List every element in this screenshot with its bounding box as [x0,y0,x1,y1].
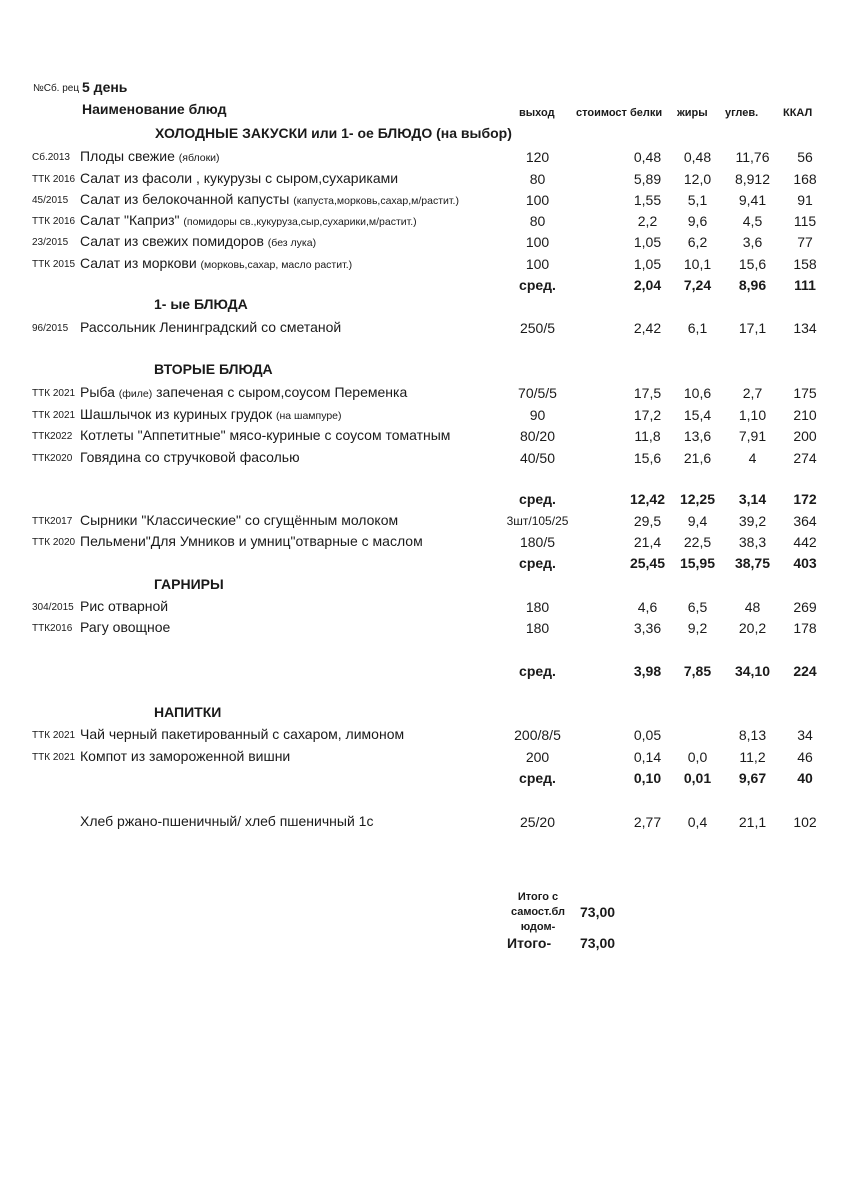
average-label: сред. [519,663,556,679]
carbs: 11,2 [739,749,766,765]
protein: 17,5 [633,385,662,401]
output: 3шт/105/25 [506,514,569,528]
protein: 1,05 [633,234,662,250]
fat: 9,4 [687,513,708,529]
fat: 6,1 [687,320,708,336]
output: 100 [525,192,550,208]
protein: 0,10 [633,770,662,786]
section-title-first-courses: 1- ые БЛЮДА [154,296,248,312]
kcal: 269 [793,599,817,615]
dish-name: Салат из белокочанной капусты (капуста,морковь,сахар,м/растит.) [80,191,459,207]
table-row [0,319,849,339]
protein: 4,6 [637,599,658,615]
dish-name: Котлеты "Аппетитные" мясо-куриные с соусом томатным [80,427,451,443]
table-row [0,619,849,639]
recipe-code: ТТК 2021 [32,388,76,399]
dish-name: Салат "Каприз" (помидоры св.,кукуруза,сыр,сухарики,м/растит.) [80,212,417,228]
table-row [0,384,849,404]
average-row [0,769,849,789]
bread-row [0,813,849,833]
output: 180 [525,620,550,636]
dish-name: Салат из моркови (морковь,сахар, масло растит.) [80,255,353,271]
table-row [0,148,849,168]
dish-name: Сырники "Классические" со сгущённым молоком [80,512,399,528]
protein: 2,77 [633,814,662,830]
average-row [0,276,849,296]
day-title: 5 день [82,79,128,95]
kcal: 224 [793,663,817,679]
table-row [0,512,849,532]
dish-name: Пельмени"Для Умников и умниц"отварные с маслом [80,533,423,549]
average-label: сред. [519,770,556,786]
recipe-code: ТТК 2021 [32,730,76,741]
kcal: 158 [793,256,817,272]
dish-name: Говядина со стручковой фасолью [80,449,300,465]
fat: 0,48 [683,149,712,165]
fat: 9,2 [687,620,708,636]
average-label: сред. [519,277,556,293]
kcal: 115 [793,213,817,229]
carbs: 39,2 [738,513,767,529]
protein: 3,98 [633,663,662,679]
output: 25/20 [519,814,556,830]
kcal: 40 [797,770,813,786]
carbs: 3,14 [738,491,767,507]
kcal: 178 [793,620,817,636]
table-row [0,598,849,618]
protein: 3,36 [633,620,662,636]
fat: 21,6 [683,450,712,466]
carbs: 8,13 [738,727,767,743]
carbs: 11,76 [735,149,770,165]
kcal: 134 [793,320,817,336]
protein: 12,42 [629,491,666,507]
dish-name: Чай черный пакетированный с сахаром, лимоном [80,726,405,742]
protein: 0,05 [633,727,662,743]
kcal: 77 [797,234,813,250]
table-row [0,427,849,447]
carbs: 15,6 [738,256,767,272]
fat: 12,25 [679,491,716,507]
recipe-code: ТТК 2021 [32,752,76,763]
output: 80/20 [519,428,556,444]
carbs: 20,2 [738,620,767,636]
col-protein: белки [630,107,663,119]
output: 80 [529,171,546,187]
carbs: 1,10 [738,407,767,423]
carbs: 17,1 [738,320,767,336]
output: 100 [525,256,550,272]
output: 180/5 [519,534,556,550]
output: 100 [525,234,550,250]
table-row [0,406,849,426]
output: 80 [529,213,546,229]
table-row [0,255,849,275]
carbs: 21,1 [738,814,767,830]
fat: 12,0 [683,171,712,187]
recipe-code: ТТК2017 [32,516,73,527]
col-kcal: ККАЛ [783,107,813,119]
carbs: 3,6 [742,234,763,250]
carbs: 4,5 [742,213,763,229]
fat: 6,2 [687,234,708,250]
average-label: сред. [519,555,556,571]
table-row [0,233,849,253]
recipe-code: ТТК 2016 [32,216,76,227]
fat: 10,1 [683,256,712,272]
kcal: 168 [793,171,817,187]
table-row [0,191,849,211]
output: 180 [525,599,550,615]
output: 200/8/5 [514,727,561,743]
recipe-code: ТТК2022 [32,431,73,442]
protein: 15,6 [633,450,662,466]
kcal: 175 [793,385,817,401]
recipe-code: 23/2015 [32,237,69,248]
kcal: 200 [793,428,817,444]
average-row [0,662,849,682]
dish-name: Шашлычок из куриных грудок (на шампуре) [80,406,342,422]
recipe-code: 304/2015 [32,602,74,613]
bread-name: Хлеб ржано-пшеничный/ хлеб пшеничный 1с [80,813,374,829]
output: 40/50 [519,450,556,466]
recipe-number-header: №Сб. рец [33,83,80,94]
fat: 7,24 [683,277,712,293]
protein: 1,55 [633,192,662,208]
recipe-code: ТТК 2015 [32,259,76,270]
recipe-code: Сб.2013 [32,152,70,163]
recipe-code: 96/2015 [32,323,69,334]
fat: 5,1 [687,192,708,208]
kcal: 91 [797,192,813,208]
kcal: 46 [797,749,813,765]
output: 90 [529,407,546,423]
carbs: 8,96 [738,277,767,293]
carbs: 38,75 [734,555,771,571]
fat: 22,5 [683,534,712,550]
kcal: 210 [793,407,817,423]
protein: 29,5 [633,513,662,529]
fat: 13,6 [683,428,712,444]
protein: 21,4 [633,534,662,550]
carbs: 34,10 [734,663,771,679]
protein: 0,14 [633,749,662,765]
col-fat: жиры [677,107,708,119]
protein: 2,2 [637,213,658,229]
fat: 10,6 [683,385,712,401]
total-with-cost-label: Итого с самост.бл юдом- [510,891,566,933]
kcal: 442 [793,534,817,550]
kcal: 364 [793,513,817,529]
table-row [0,726,849,746]
carbs: 38,3 [738,534,767,550]
table-row [0,449,849,469]
fat: 0,4 [687,814,708,830]
average-label: сред. [519,491,556,507]
kcal: 172 [793,491,817,507]
fat: 6,5 [687,599,708,615]
table-row [0,212,849,232]
kcal: 111 [794,277,816,293]
total-label: Итого- [507,935,552,951]
dish-name: Салат из фасоли , кукурузы с сыром,сухариками [80,170,399,186]
table-row [0,170,849,190]
dish-name: Компот из замороженной вишни [80,748,291,764]
recipe-code: ТТК 2016 [32,174,76,185]
recipe-code: ТТК2020 [32,453,73,464]
dish-name: Рагу овощное [80,619,171,635]
kcal: 274 [793,450,817,466]
protein: 1,05 [633,256,662,272]
section-title-cold-snacks: ХОЛОДНЫЕ ЗАКУСКИ или 1- ое БЛЮДО (на выбор) [155,125,512,141]
section-title-garnishes: ГАРНИРЫ [154,576,224,592]
carbs: 9,67 [738,770,767,786]
protein: 11,8 [634,428,661,444]
dish-name: Рассольник Ленинградский со сметаной [80,319,342,335]
recipe-code: ТТК 2021 [32,410,76,421]
kcal: 102 [793,814,817,830]
carbs: 9,41 [738,192,767,208]
fat: 15,95 [679,555,716,571]
carbs: 48 [744,599,761,615]
protein: 5,89 [633,171,662,187]
kcal: 34 [797,727,813,743]
total-value: 73,00 [580,935,616,951]
average-row [0,554,849,574]
fat: 9,6 [687,213,708,229]
dish-name: Плоды свежие (яблоки) [80,148,220,164]
table-row [0,533,849,553]
kcal: 56 [797,149,813,165]
output: 70/5/5 [518,385,557,401]
output: 120 [525,149,550,165]
average-row [0,490,849,510]
dish-name-header: Наименование блюд [82,101,227,117]
fat: 15,4 [683,407,712,423]
output: 200 [525,749,550,765]
carbs: 2,7 [742,385,763,401]
fat: 0,01 [683,770,712,786]
col-output: выход [519,107,555,119]
section-title-drinks: НАПИТКИ [154,704,222,720]
dish-name: Салат из свежих помидоров (без лука) [80,233,317,249]
table-row [0,748,849,768]
dish-name: Рис отварной [80,598,169,614]
dish-name: Рыба (филе) запеченая с сыром,соусом Переменка [80,384,408,400]
total-with-cost-value: 73,00 [580,904,616,920]
section-title-second-courses: ВТОРЫЕ БЛЮДА [154,361,273,377]
carbs: 8,912 [734,171,771,187]
protein: 0,48 [633,149,662,165]
protein: 17,2 [633,407,662,423]
col-cost: стоимост [576,107,627,119]
carbs: 7,91 [738,428,767,444]
fat: 7,85 [683,663,712,679]
fat: 0,0 [687,749,708,765]
recipe-code: 45/2015 [32,195,69,206]
recipe-code: ТТК2016 [32,623,73,634]
protein: 2,04 [633,277,662,293]
col-carbs: углев. [725,107,759,119]
recipe-code: ТТК 2020 [32,537,76,548]
protein: 25,45 [629,555,666,571]
carbs: 4 [748,450,757,466]
kcal: 403 [793,555,817,571]
output: 250/5 [519,320,556,336]
protein: 2,42 [633,320,662,336]
